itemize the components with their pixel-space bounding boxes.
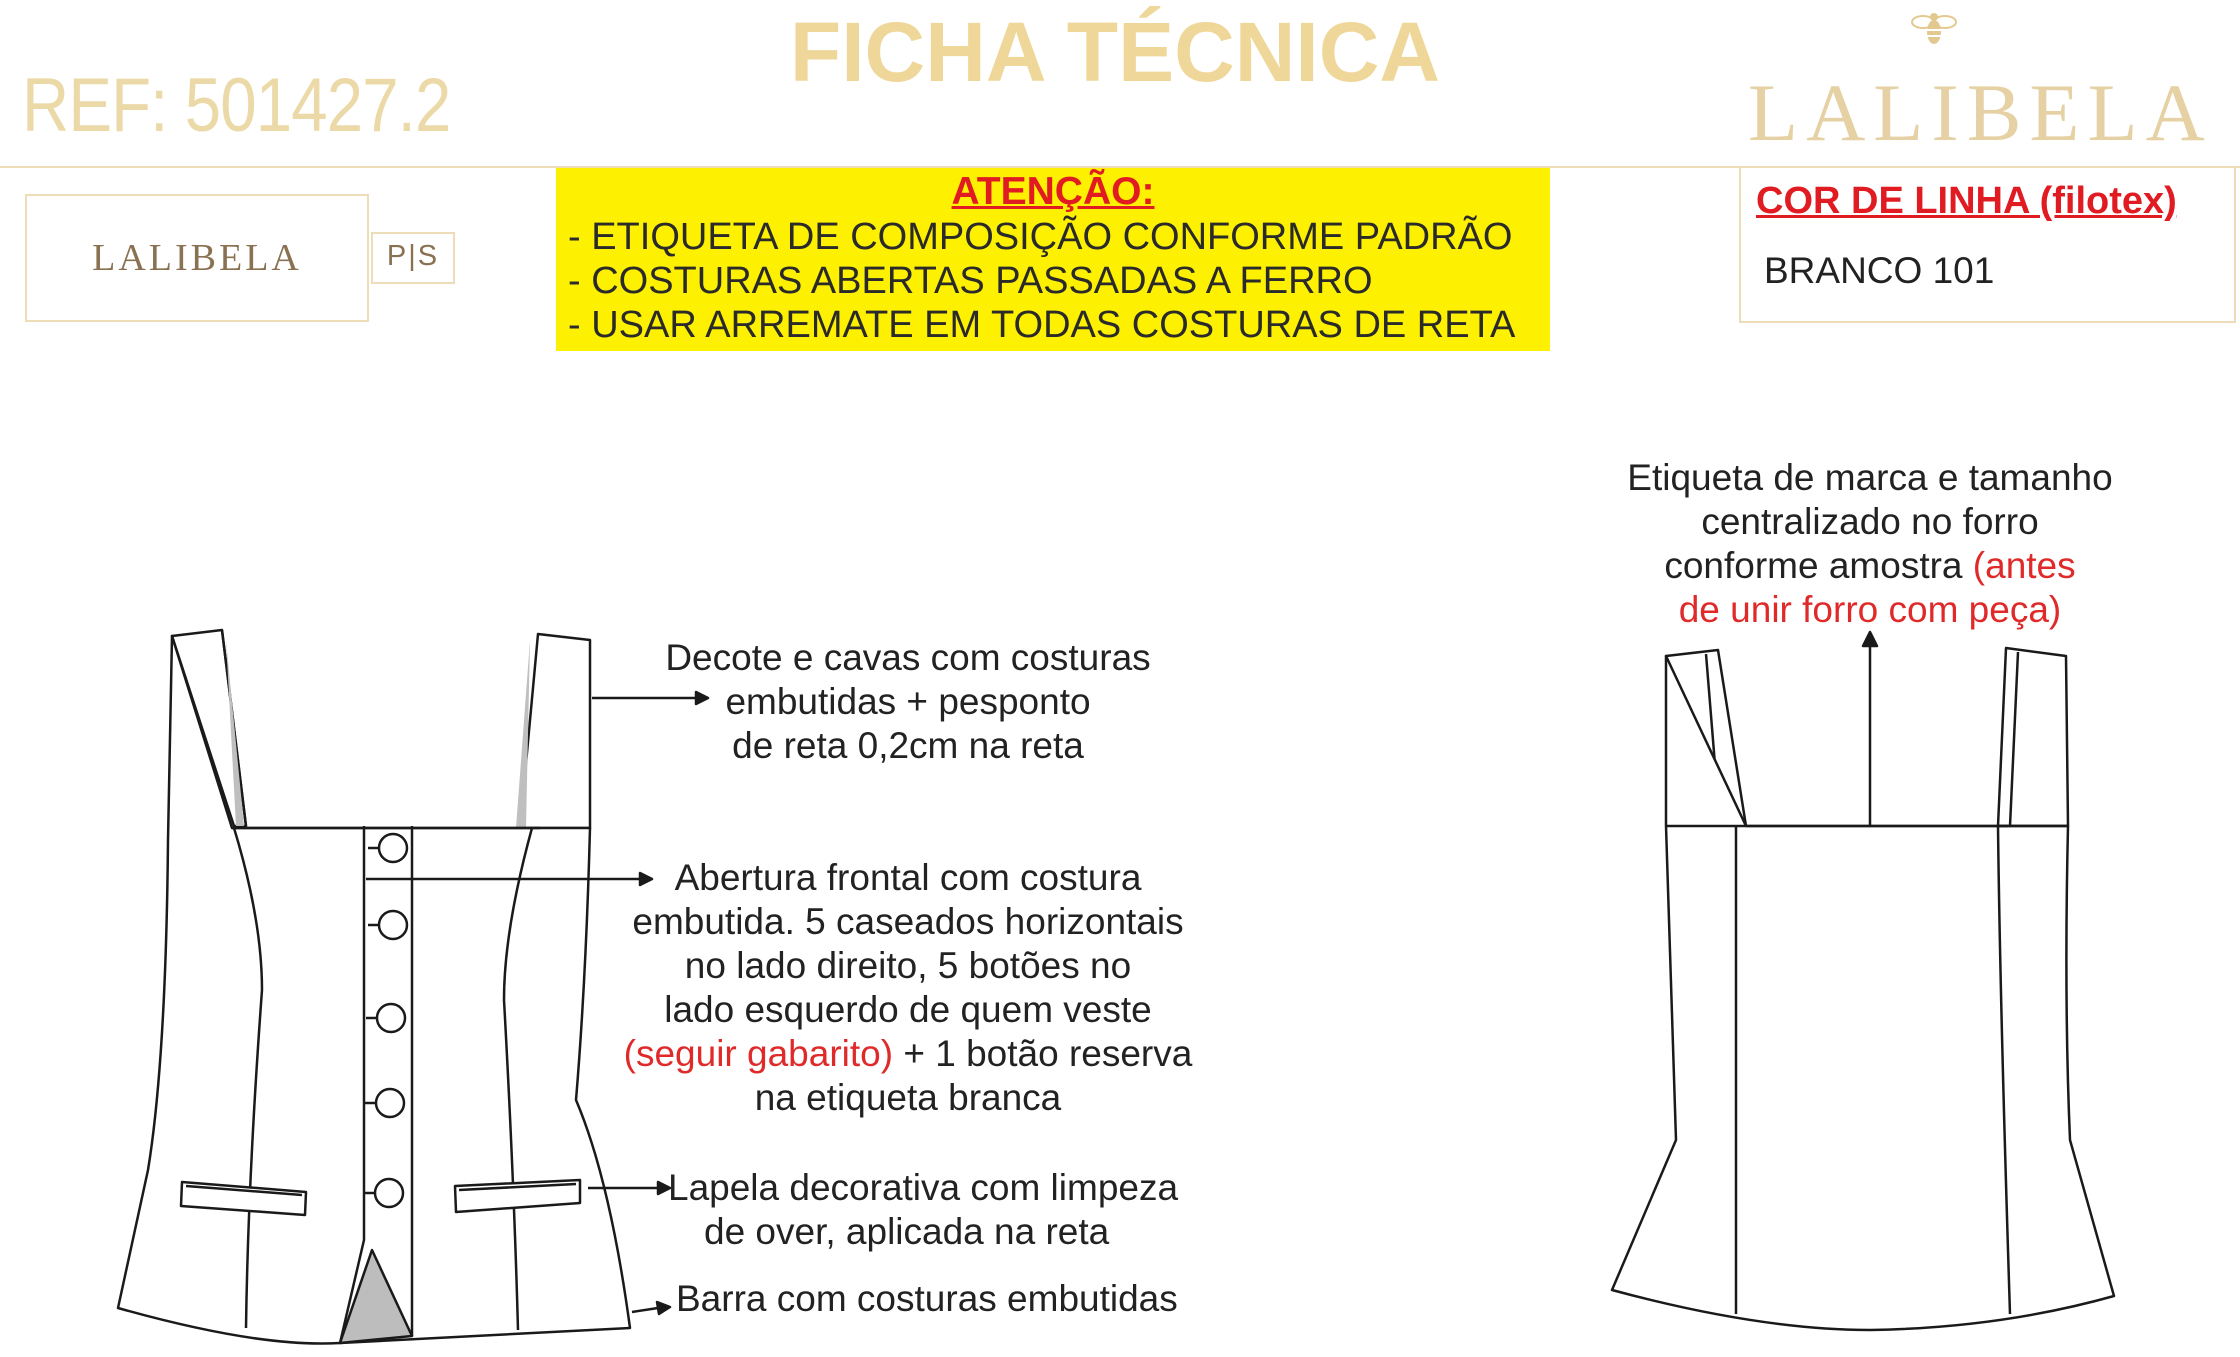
- note-front-opening: [598, 856, 1218, 1120]
- note-red-text: (antes: [1972, 545, 2076, 586]
- brand-logo: LALIBELA: [1748, 67, 2213, 158]
- note-back-label: [1580, 456, 2160, 632]
- note-line: de reta 0,2cm na reta: [732, 725, 1084, 766]
- page-title: FICHA TÉCNICA: [789, 5, 1441, 99]
- size-tag-text: P|S: [386, 240, 440, 272]
- arrow-head: [1863, 632, 1877, 646]
- note-line: Lapela decorativa com limpeza: [668, 1167, 1179, 1208]
- attention-line: - USAR ARREMATE EM TODAS COSTURAS DE RETA: [568, 304, 1516, 346]
- note-line: [1580, 544, 2160, 588]
- note-line: no lado direito, 5 botões no: [684, 945, 1132, 986]
- note-line: Decote e cavas com costuras: [665, 637, 1151, 678]
- attention-title: ATENÇÃO:: [951, 170, 1155, 213]
- attention-line: - COSTURAS ABERTAS PASSADAS A FERRO: [568, 260, 1373, 302]
- note-neckline: [600, 636, 1216, 768]
- note-text: conforme amostra: [1664, 545, 1973, 586]
- note-line: Abertura frontal com costura: [674, 857, 1142, 898]
- note-line: na etiqueta branca: [754, 1077, 1062, 1118]
- note-line: embutidas + pesponto: [725, 681, 1091, 722]
- thread-color-title: COR DE LINHA (filotex): [1756, 180, 2177, 222]
- note-line: lado esquerdo de quem veste: [664, 989, 1152, 1030]
- note-line: centralizado no forro: [1701, 501, 2039, 542]
- label-brand-text: LALIBELA: [92, 237, 302, 279]
- note-line: de unir forro com peça): [1678, 589, 2062, 630]
- reference-number: REF: 501427.2: [22, 63, 451, 148]
- note-line: [598, 1032, 1218, 1076]
- note-line: Etiqueta de marca e tamanho: [1627, 457, 2113, 498]
- thread-color-value: BRANCO 101: [1764, 250, 1995, 291]
- back-garment-drawing: [1612, 648, 2114, 1330]
- note-line: de over, aplicada na reta: [704, 1211, 1110, 1252]
- attention-line: - ETIQUETA DE COMPOSIÇÃO CONFORME PADRÃO: [568, 216, 1513, 258]
- note-lapel: [668, 1166, 1228, 1254]
- note-hem: Barra com costuras embutidas: [676, 1278, 1178, 1319]
- note-line: embutida. 5 caseados horizontais: [632, 901, 1184, 942]
- note-text: + 1 botão reserva: [893, 1033, 1193, 1074]
- note-red-text: (seguir gabarito): [623, 1033, 894, 1074]
- front-garment-drawing: [118, 630, 630, 1344]
